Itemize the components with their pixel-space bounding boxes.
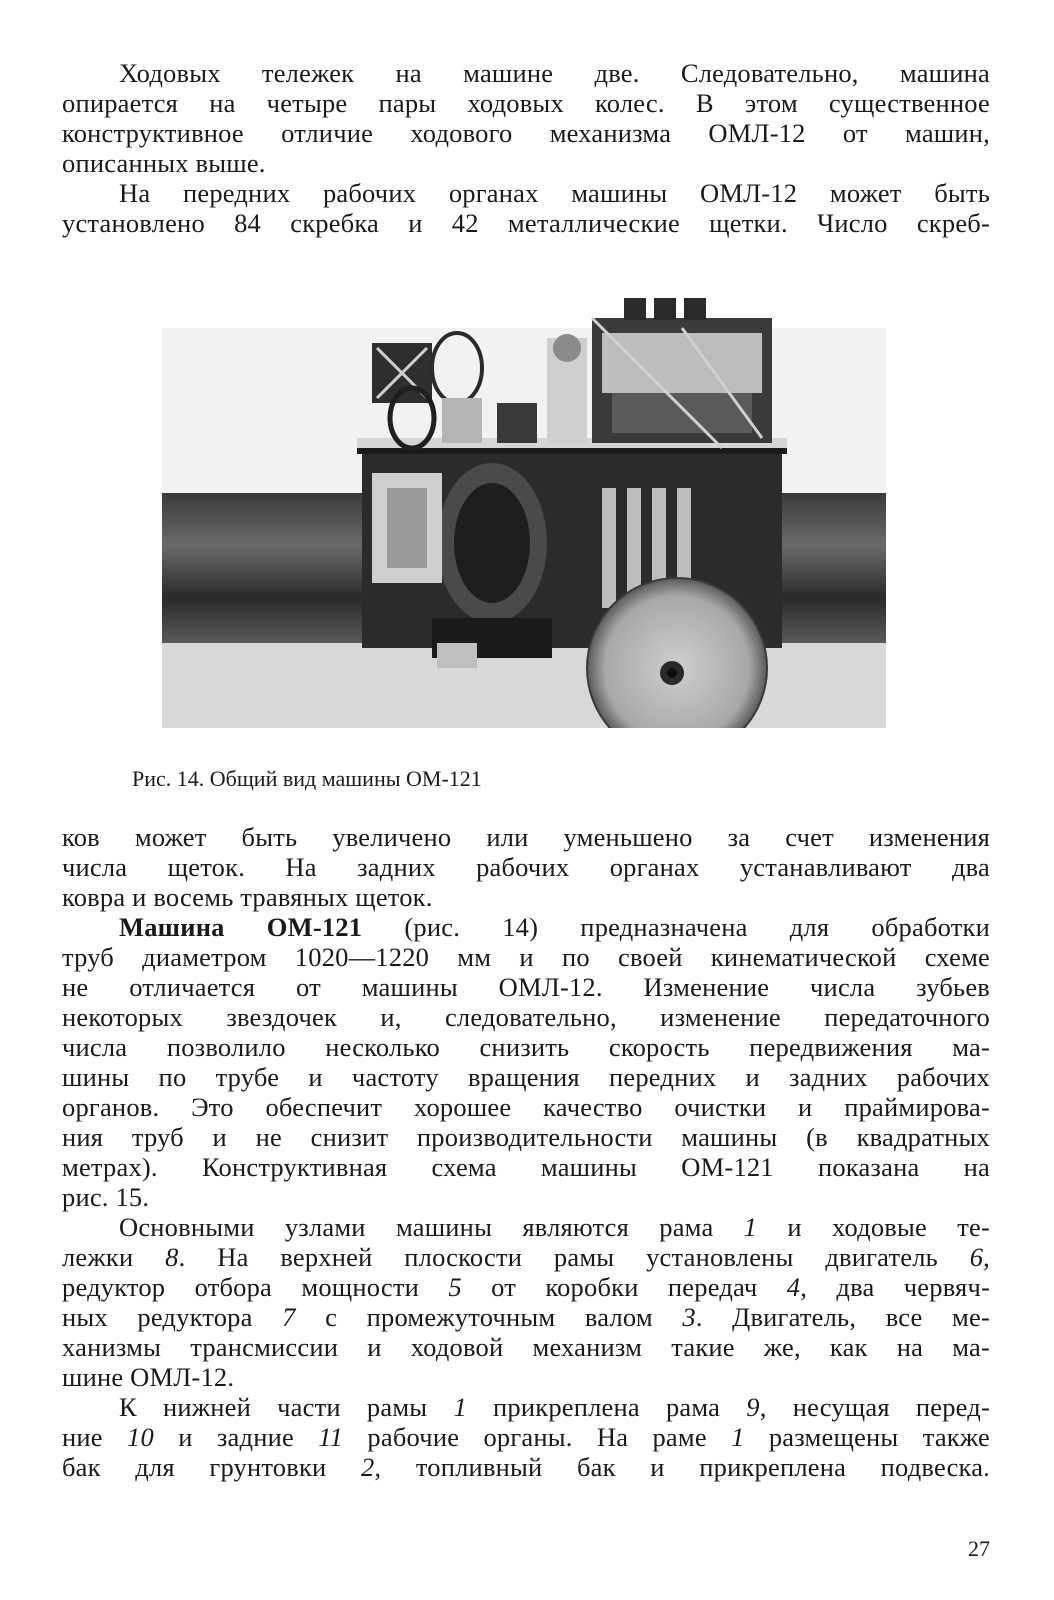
- ref-number: 6: [969, 1242, 984, 1272]
- text-span: К нижней части рамы: [119, 1392, 454, 1422]
- text-span: бак для грунтовки: [62, 1452, 362, 1482]
- text-span: рабочие органы. На раме: [343, 1422, 732, 1452]
- text-line: [62, 1422, 990, 1452]
- text-line: установлено 84 скребка и 42 металлические щетки. Число скреб-: [62, 208, 990, 238]
- text-line: [62, 1452, 990, 1482]
- machine-photo: [162, 288, 886, 728]
- text-line: Ходовых тележек на машине две. Следовательно, машина: [119, 58, 990, 88]
- text-line: органов. Это обеспечит хорошее качество очистки и праймирова-: [62, 1092, 990, 1122]
- ref-number: 10: [127, 1422, 154, 1452]
- text-span: с промежуточным валом: [295, 1302, 683, 1332]
- text-span: , топливный бак и прикреплена подвеска.: [374, 1452, 991, 1482]
- text-line: ков может быть увеличено или уменьшено за счет изменения: [62, 822, 990, 852]
- figure-caption: Рис. 14. Общий вид машины ОМ-121: [132, 766, 482, 791]
- text-span: лежки: [62, 1242, 166, 1272]
- text-line: [62, 1242, 990, 1272]
- text-span: прикреплена рама: [466, 1392, 747, 1422]
- ref-number: 9: [746, 1392, 760, 1422]
- text-line: [62, 1302, 990, 1332]
- paragraph-top: [62, 58, 990, 238]
- text-line: шине ОМЛ-12.: [62, 1362, 235, 1392]
- text-span: ных редуктора: [62, 1302, 283, 1332]
- text-span: , два червяч-: [800, 1272, 990, 1302]
- text-line: описанных выше.: [62, 148, 266, 178]
- ref-number: 11: [318, 1422, 344, 1452]
- ref-number: 8: [165, 1242, 179, 1272]
- text-span: Основными узлами машины являются рама: [119, 1212, 744, 1242]
- ref-number: 3: [682, 1302, 696, 1332]
- text-line: числа позволило несколько снизить скорость передвижения ма-: [62, 1032, 990, 1062]
- text-span: и задние: [153, 1422, 319, 1452]
- text-line: метрах). Конструктивная схема машины ОМ-121 показана на: [62, 1152, 990, 1182]
- text-line: ковра и восемь травяных щеток.: [62, 882, 433, 912]
- ref-number: 4: [786, 1272, 801, 1302]
- text-line: опирается на четыре пары ходовых колес. В этом существенное: [62, 88, 990, 118]
- text-span: ние: [62, 1422, 128, 1452]
- ref-number: 7: [282, 1302, 296, 1332]
- text-span: размещены также: [744, 1422, 990, 1452]
- text-line: [62, 912, 990, 942]
- text-span: ,: [983, 1242, 990, 1272]
- text-line: некоторых звездочек и, следовательно, изменение передаточного: [62, 1002, 990, 1032]
- text-span: (рис. 14) предназначена для обработки: [362, 912, 990, 942]
- text-line: [62, 1272, 990, 1302]
- text-line: конструктивное отличие ходового механизма ОМЛ-12 от машин,: [62, 118, 990, 148]
- text-span: и ходовые те-: [757, 1212, 990, 1242]
- ref-number: 5: [448, 1272, 462, 1302]
- text-line: ния труб и не снизит производительности машины (в квадратных: [62, 1122, 990, 1152]
- paragraph-bottom: [62, 822, 990, 1482]
- text-line: не отличается от машины ОМЛ-12. Изменение числа зубьев: [62, 972, 990, 1002]
- text-span: . На верхней плоскости рамы установлены двигатель: [178, 1242, 970, 1272]
- page-number: 27: [968, 1536, 990, 1561]
- text-span: . Двигатель, все ме-: [695, 1302, 991, 1332]
- ref-number: 2: [361, 1452, 375, 1482]
- ref-number: 1: [743, 1212, 758, 1242]
- machine-name-bold: Машина ОМ-121: [119, 912, 363, 942]
- text-line: рис. 15.: [62, 1182, 150, 1212]
- text-line: ханизмы трансмиссии и ходовой механизм такие же, как на ма-: [62, 1332, 990, 1362]
- text-line: труб диаметром 1020—1220 мм и по своей кинематической схеме: [62, 942, 990, 972]
- text-span: от коробки передач: [461, 1272, 787, 1302]
- text-line: [62, 1392, 990, 1422]
- text-line: числа щеток. На задних рабочих органах устанавливают два: [62, 852, 990, 882]
- text-line: [62, 1212, 990, 1242]
- text-line: На передних рабочих органах машины ОМЛ-12 может быть: [119, 178, 990, 208]
- text-line: шины по трубе и частоту вращения передних и задних рабочих: [62, 1062, 990, 1092]
- ref-number: 1: [453, 1392, 467, 1422]
- text-span: , несущая перед-: [759, 1392, 990, 1422]
- ref-number: 1: [731, 1422, 745, 1452]
- text-span: редуктор отбора мощности: [62, 1272, 449, 1302]
